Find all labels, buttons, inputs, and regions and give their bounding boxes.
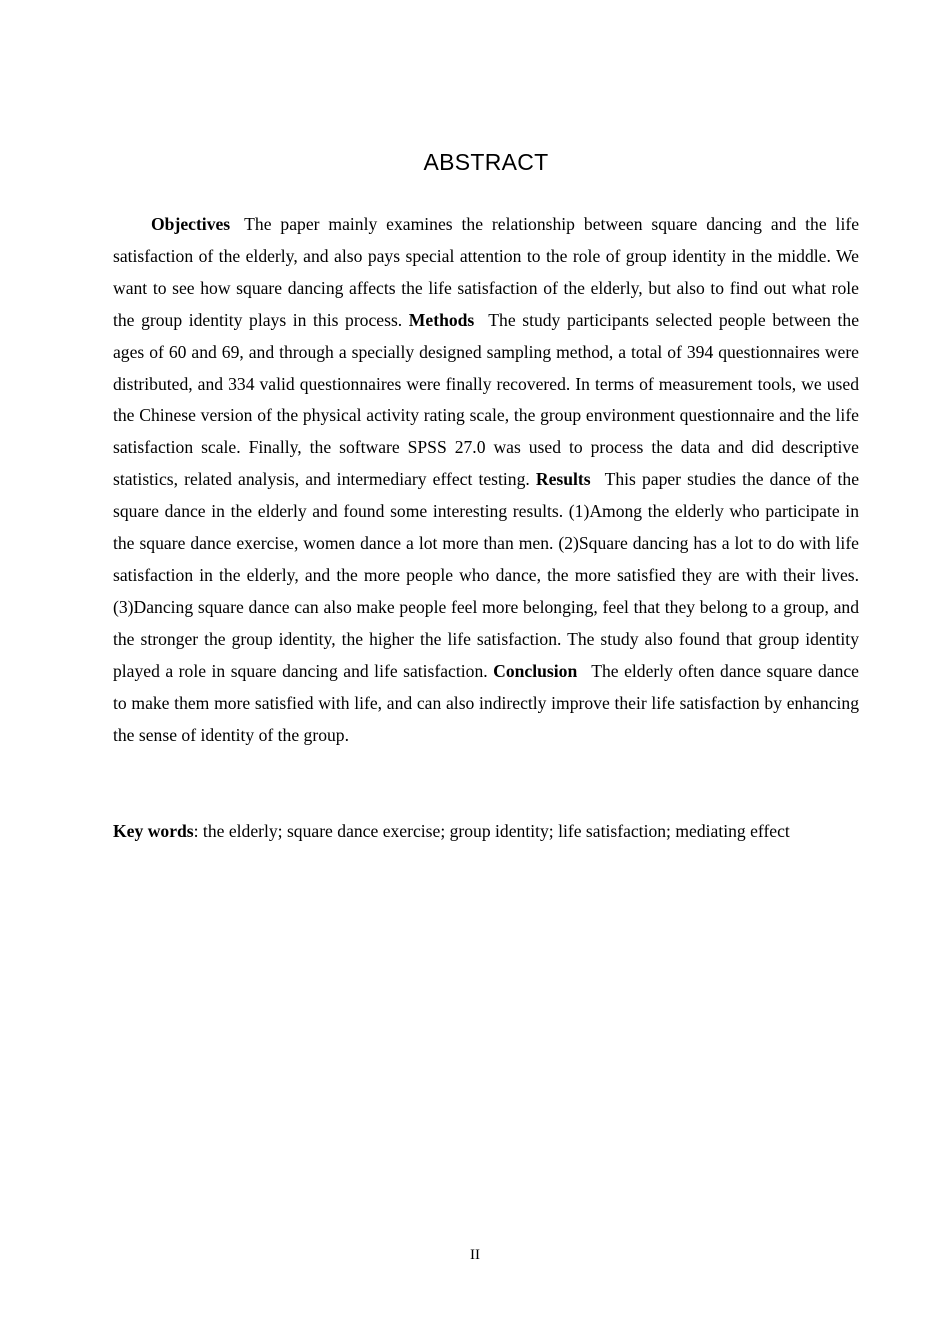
keywords-line xyxy=(113,816,873,848)
keywords-label: Key words xyxy=(113,821,194,841)
abstract-title: ABSTRACT xyxy=(423,149,549,175)
results-label: Results xyxy=(535,469,591,490)
objectives-text: The paper mainly examines the relationship between square dancing and the life satisfaction of the elderly, and also pays special attention to the role of group identity in the middle. We want to see how square dancing affects the life satisfaction of the elderly, but also to find out what role the group identity plays in this process. xyxy=(113,214,859,330)
keywords-text: : the elderly; square dance exercise; group identity; life satisfaction; mediating effect xyxy=(193,821,790,841)
abstract-body xyxy=(113,209,859,751)
page-number: II xyxy=(470,1247,480,1263)
conclusion-text: The elderly often dance square dance to make them more satisfied with life, and can also indirectly improve their life satisfaction by enhancing the sense of identity of the group. xyxy=(113,660,859,745)
results-text: This paper studies the dance of the square dance in the elderly and found some interesting results. (1)Among the elderly who participate in the square dance exercise, women dance a lot more than men. (2)Square dancing has a lot to do with life satisfaction in the elderly, and the more people who dance, the more satisfied they are with their lives. (3)Dancing square dance can also make people feel more belonging, feel that they belong to a group, and the stronger the group identity, the higher the life satisfaction. The study also found that group identity played a role in square dancing and life satisfaction. xyxy=(113,469,860,681)
methods-text: The study participants selected people between the ages of 60 and 69, and through a specially designed sampling method, a total of 394 questionnaires were distributed, and 334 valid questionnaires were finally recovered. In terms of measurement tools, we used the Chinese version of the physical activity rating scale, the group environment questionnaire and the life satisfaction scale. Finally, the software SPSS 27.0 was used to process the data and did descriptive statistics, related analysis, and intermediary effect testing. xyxy=(113,309,860,490)
methods-label: Methods xyxy=(408,309,475,330)
conclusion-label: Conclusion xyxy=(493,660,578,681)
objectives-label: Objectives xyxy=(151,214,231,234)
